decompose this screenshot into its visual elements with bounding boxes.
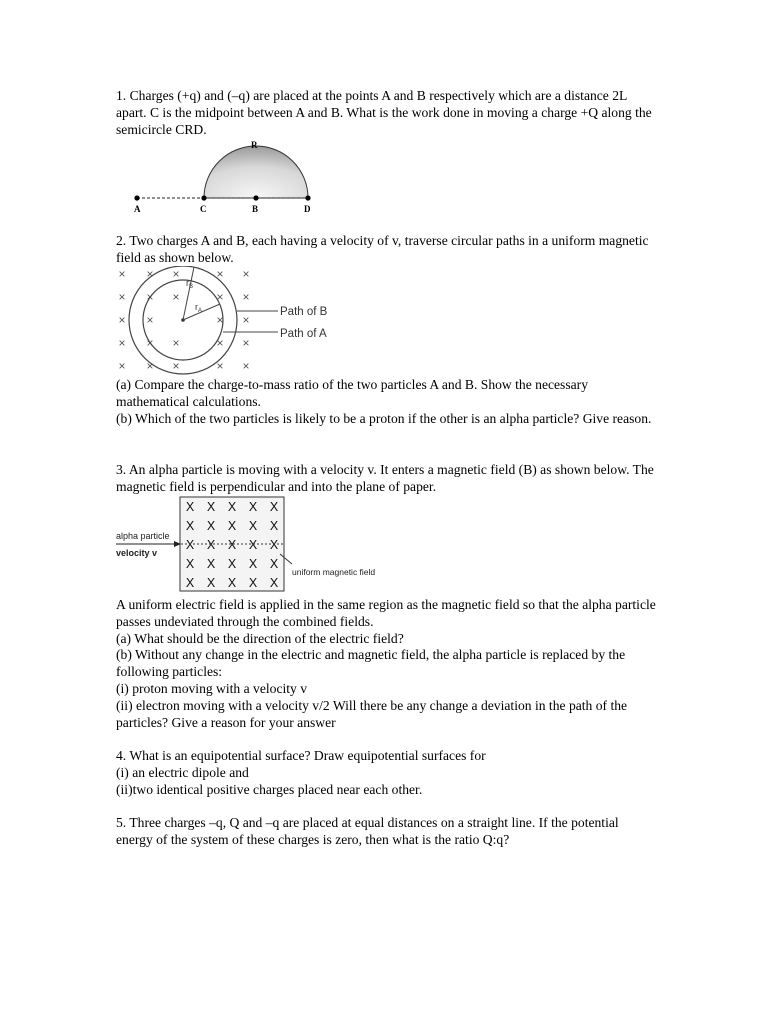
field-mark: X xyxy=(185,500,195,514)
label-d: D xyxy=(304,204,311,214)
label-r: R xyxy=(251,140,258,150)
label-a: A xyxy=(134,204,141,214)
figure-magnetic-field xyxy=(114,496,384,596)
question-2-part-a: (a) Compare the charge-to-mass ratio of the two particles A and B. Show the necessary mathematical calculations. xyxy=(116,377,588,409)
point-b xyxy=(253,195,258,200)
field-mark: X xyxy=(185,557,195,571)
question-4-part-i: (i) an electric dipole and xyxy=(116,764,249,780)
question-3 xyxy=(116,462,656,496)
question-5 xyxy=(116,815,656,849)
field-mark: × xyxy=(172,336,180,350)
field-mark: X xyxy=(185,519,195,533)
field-mark: × xyxy=(118,267,126,281)
question-3-part-b: (b) Without any change in the electric and magnetic field, the alpha particle is replaced by the following particles: xyxy=(116,647,626,680)
field-mark: × xyxy=(242,336,250,350)
point-a xyxy=(134,195,139,200)
radius-a-label: $r_A$ xyxy=(195,302,203,314)
field-mark: × xyxy=(216,359,224,373)
question-4-part-ii: (ii)two identical positive charges placed near each other. xyxy=(116,781,423,797)
field-mark: × xyxy=(118,313,126,327)
field-mark: X xyxy=(185,538,195,552)
field-mark: × xyxy=(146,313,154,327)
question-3-parts xyxy=(116,597,656,731)
field-mark: × xyxy=(118,290,126,304)
field-mark: × xyxy=(242,359,250,373)
field-mark: × xyxy=(242,313,250,327)
field-mark: × xyxy=(118,336,126,350)
question-1-text: 1. Charges (+q) and (–q) are placed at the points A and B respectively which are a distance 2L apart. C is the midpoint between A and B. What is the work done in moving a charge +Q along the semicircle CRD. xyxy=(116,88,652,137)
field-mark: × xyxy=(172,359,180,373)
field-mark: X xyxy=(206,557,216,571)
point-c xyxy=(201,195,206,200)
field-mark: × xyxy=(242,267,250,281)
question-3-text: 3. An alpha particle is moving with a velocity v. It enters a magnetic field (B) as shown below. The magnetic field is perpendicular and into the plane of paper. xyxy=(116,462,654,494)
field-mark: X xyxy=(269,538,279,552)
alpha-particle-label: alpha particle xyxy=(116,531,170,541)
figure-semicircle xyxy=(120,136,320,214)
question-4-text: 4. What is an equipotential surface? Draw equipotential surfaces for xyxy=(116,748,486,763)
question-1 xyxy=(116,88,656,138)
semicircle-crd xyxy=(204,146,308,198)
radius-b-label: $r_B$ xyxy=(186,278,194,290)
path-a-label: Path of A xyxy=(280,328,327,340)
question-3-part-a: (a) What should be the direction of the electric field? xyxy=(116,630,404,646)
field-mark: X xyxy=(227,557,237,571)
field-mark: × xyxy=(146,336,154,350)
field-label: uniform magnetic field xyxy=(292,567,376,577)
field-mark: × xyxy=(242,290,250,304)
point-d xyxy=(305,195,310,200)
path-b-label: Path of B xyxy=(280,306,328,318)
question-4 xyxy=(116,748,656,798)
field-mark: X xyxy=(269,500,279,514)
label-c: C xyxy=(200,204,207,214)
question-5-text: 5. Three charges –q, Q and –q are placed at equal distances on a straight line. If the potential energy of the system of these charges is zero, then what is the ratio Q:q? xyxy=(116,815,619,847)
question-2-parts xyxy=(116,377,656,427)
velocity-label: velocity v xyxy=(116,548,158,558)
field-mark: X xyxy=(206,519,216,533)
label-b: B xyxy=(252,204,259,214)
field-mark: X xyxy=(206,538,216,552)
field-mark: X xyxy=(248,519,258,533)
field-mark: X xyxy=(227,500,237,514)
field-mark: × xyxy=(172,290,180,304)
field-mark: X xyxy=(227,576,237,590)
field-mark: × xyxy=(216,313,224,327)
field-mark: X xyxy=(248,538,258,552)
field-mark: X xyxy=(269,576,279,590)
figure-circular-paths xyxy=(112,266,342,376)
question-3-part-b-ii: (ii) electron moving with a velocity v/2 Will there be any change a deviation in the path of the particles? Give a reason for your answer xyxy=(116,697,628,730)
field-mark: × xyxy=(118,359,126,373)
question-2 xyxy=(116,233,656,267)
question-2-part-b: (b) Which of the two particles is likely to be a proton if the other is an alpha particle? Give reason. xyxy=(116,410,652,426)
field-mark: × xyxy=(146,267,154,281)
field-mark: X xyxy=(248,557,258,571)
field-mark: X xyxy=(227,538,237,552)
field-mark: × xyxy=(146,359,154,373)
question-2-text: 2. Two charges A and B, each having a velocity of v, traverse circular paths in a uniform magnetic field as shown below. xyxy=(116,233,649,265)
field-mark: × xyxy=(216,290,224,304)
question-3-combined-fields: A uniform electric field is applied in the same region as the magnetic field so that the alpha particle passes undeviated through the combined fields. xyxy=(116,597,656,629)
field-mark: X xyxy=(248,576,258,590)
field-mark: X xyxy=(206,500,216,514)
field-mark: X xyxy=(269,519,279,533)
field-mark: X xyxy=(185,576,195,590)
field-mark: X xyxy=(269,557,279,571)
field-mark: × xyxy=(216,336,224,350)
field-mark: × xyxy=(146,290,154,304)
field-mark: X xyxy=(227,519,237,533)
field-mark: X xyxy=(206,576,216,590)
question-3-part-b-i: (i) proton moving with a velocity v xyxy=(116,680,308,696)
radius-b xyxy=(183,267,194,320)
field-mark: X xyxy=(248,500,258,514)
field-mark: × xyxy=(216,267,224,281)
field-mark: × xyxy=(172,267,180,281)
